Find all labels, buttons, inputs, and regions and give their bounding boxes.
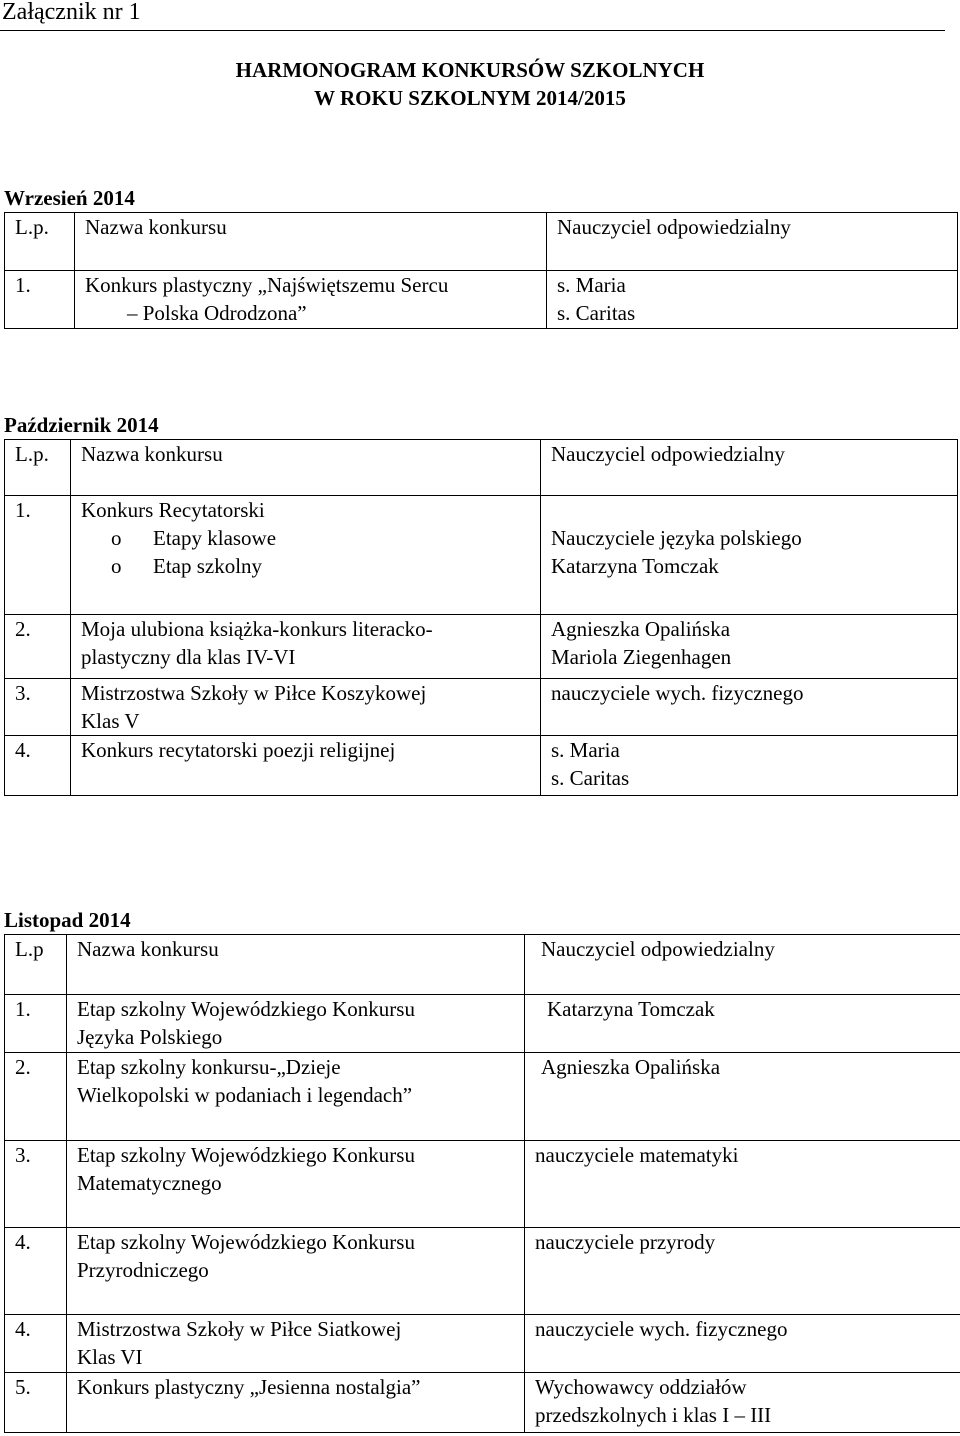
table-row (5, 679, 958, 736)
table-september (4, 212, 958, 329)
table-row (5, 1228, 960, 1315)
teacher-line: przedszkolnych i klas I – III (535, 1403, 772, 1427)
row-teacher (525, 1373, 960, 1433)
row-teacher (525, 1053, 960, 1141)
row-contest-name (67, 995, 525, 1053)
contest-name-line: Wielkopolski w podaniach i legendach” (77, 1083, 413, 1107)
month-heading-october: Październik 2014 (4, 413, 159, 437)
table-header-row (5, 440, 958, 496)
contest-name-line: Moja ulubiona książka-konkurs literacko- (81, 617, 433, 641)
row-teacher (541, 736, 958, 796)
row-teacher (525, 1228, 960, 1315)
row-contest-name (71, 736, 541, 796)
row-number: 3. (5, 1141, 67, 1228)
row-contest-name (75, 271, 547, 329)
subitem-label: Etapy klasowe (153, 526, 277, 550)
contest-name-line: Klas VI (77, 1345, 143, 1369)
row-number: 1. (5, 995, 67, 1053)
header-rule (0, 30, 945, 31)
teacher-line: nauczyciele przyrody (535, 1230, 716, 1254)
teacher-line: s. Maria (557, 273, 626, 297)
header-lp: L.p. (5, 213, 75, 271)
contest-name-line: Przyrodniczego (77, 1258, 209, 1282)
teacher-line: Agnieszka Opalińska (551, 617, 731, 641)
subitem-label: Etap szkolny (153, 554, 263, 578)
header-teacher: Nauczyciel odpowiedzialny (541, 440, 958, 496)
table-november (4, 934, 960, 1433)
contest-name-line: Mistrzostwa Szkoły w Piłce Siatkowej (77, 1317, 402, 1341)
contest-name-line: Etap szkolny Wojewódzkiego Konkursu (77, 1143, 415, 1167)
table-row (5, 1053, 960, 1141)
row-number: 3. (5, 679, 71, 736)
document-title-line-1: HARMONOGRAM KONKURSÓW SZKOLNYCH (235, 58, 705, 82)
attachment-label: Załącznik nr 1 (2, 0, 141, 25)
table-header-row (5, 213, 958, 271)
subitem (81, 524, 540, 552)
document-title-line-2: W ROKU SZKOLNYM 2014/2015 (314, 86, 626, 110)
table-row (5, 1141, 960, 1228)
table-october (4, 439, 958, 796)
row-teacher (547, 271, 958, 329)
table-row (5, 1315, 960, 1373)
contest-name-line: Konkurs recytatorski poezji religijnej (81, 738, 396, 762)
teacher-line: Katarzyna Tomczak (547, 997, 715, 1021)
row-contest-name (71, 615, 541, 679)
header-teacher: Nauczyciel odpowiedzialny (547, 213, 958, 271)
row-contest-name (67, 1315, 525, 1373)
table-row (5, 736, 958, 796)
header-lp: L.p. (5, 440, 71, 496)
table-row (5, 271, 958, 329)
contest-name-line: Konkurs plastyczny „Najświętszemu Sercu (85, 273, 449, 297)
row-teacher (541, 679, 958, 736)
header-teacher: Nauczyciel odpowiedzialny (525, 935, 960, 995)
row-contest-name (67, 1141, 525, 1228)
month-heading-september: Wrzesień 2014 (4, 186, 135, 210)
teacher-line: nauczyciele matematyki (535, 1143, 739, 1167)
table-row (5, 995, 960, 1053)
teacher-line: Mariola Ziegenhagen (551, 645, 732, 669)
table-row (5, 615, 958, 679)
contest-name-line: Klas V (81, 709, 140, 733)
row-contest-name (67, 1373, 525, 1433)
teacher-line: Agnieszka Opalińska (541, 1055, 721, 1079)
teacher-line: s. Caritas (551, 766, 630, 790)
bullet-icon: o (111, 526, 122, 550)
contest-name-line: Etap szkolny Wojewódzkiego Konkursu (77, 997, 415, 1021)
row-teacher (541, 615, 958, 679)
table-row (5, 1373, 960, 1433)
row-number: 1. (5, 271, 75, 329)
subitem (81, 552, 540, 580)
teacher-line: Katarzyna Tomczak (551, 554, 719, 578)
teacher-line: nauczyciele wych. fizycznego (535, 1317, 788, 1341)
row-number: 4. (5, 736, 71, 796)
contest-name-line: Konkurs Recytatorski (81, 498, 265, 522)
contest-name-line: Matematycznego (77, 1171, 222, 1195)
row-teacher (525, 1141, 960, 1228)
row-teacher (541, 496, 958, 615)
row-number: 2. (5, 1053, 67, 1141)
header-lp: L.p (5, 935, 67, 995)
contest-name-line: Etap szkolny konkursu-„Dzieje (77, 1055, 341, 1079)
header-name: Nazwa konkursu (71, 440, 541, 496)
teacher-line: Nauczyciele języka polskiego (551, 526, 802, 550)
row-number: 2. (5, 615, 71, 679)
bullet-icon: o (111, 554, 122, 578)
row-number: 4. (5, 1228, 67, 1315)
row-contest-name (67, 1228, 525, 1315)
teacher-line: nauczyciele wych. fizycznego (551, 681, 804, 705)
contest-name-line: Mistrzostwa Szkoły w Piłce Koszykowej (81, 681, 427, 705)
contest-name-line: plastyczny dla klas IV-VI (81, 645, 296, 669)
row-teacher (525, 1315, 960, 1373)
row-number: 4. (5, 1315, 67, 1373)
row-contest-name (71, 496, 541, 615)
contest-name-line: Języka Polskiego (77, 1025, 223, 1049)
header-name: Nazwa konkursu (67, 935, 525, 995)
table-header-row (5, 935, 960, 995)
row-teacher (525, 995, 960, 1053)
row-contest-name (67, 1053, 525, 1141)
contest-name-line: – Polska Odrodzona” (127, 301, 307, 325)
row-contest-name (71, 679, 541, 736)
month-heading-november: Listopad 2014 (4, 908, 131, 932)
teacher-line: Wychowawcy oddziałów (535, 1375, 747, 1399)
contest-name-line: Etap szkolny Wojewódzkiego Konkursu (77, 1230, 415, 1254)
table-row (5, 496, 958, 615)
row-number: 5. (5, 1373, 67, 1433)
row-number: 1. (5, 496, 71, 615)
header-name: Nazwa konkursu (75, 213, 547, 271)
teacher-line: s. Caritas (557, 301, 636, 325)
teacher-line: s. Maria (551, 738, 620, 762)
contest-name-line: Konkurs plastyczny „Jesienna nostalgia” (77, 1375, 421, 1399)
